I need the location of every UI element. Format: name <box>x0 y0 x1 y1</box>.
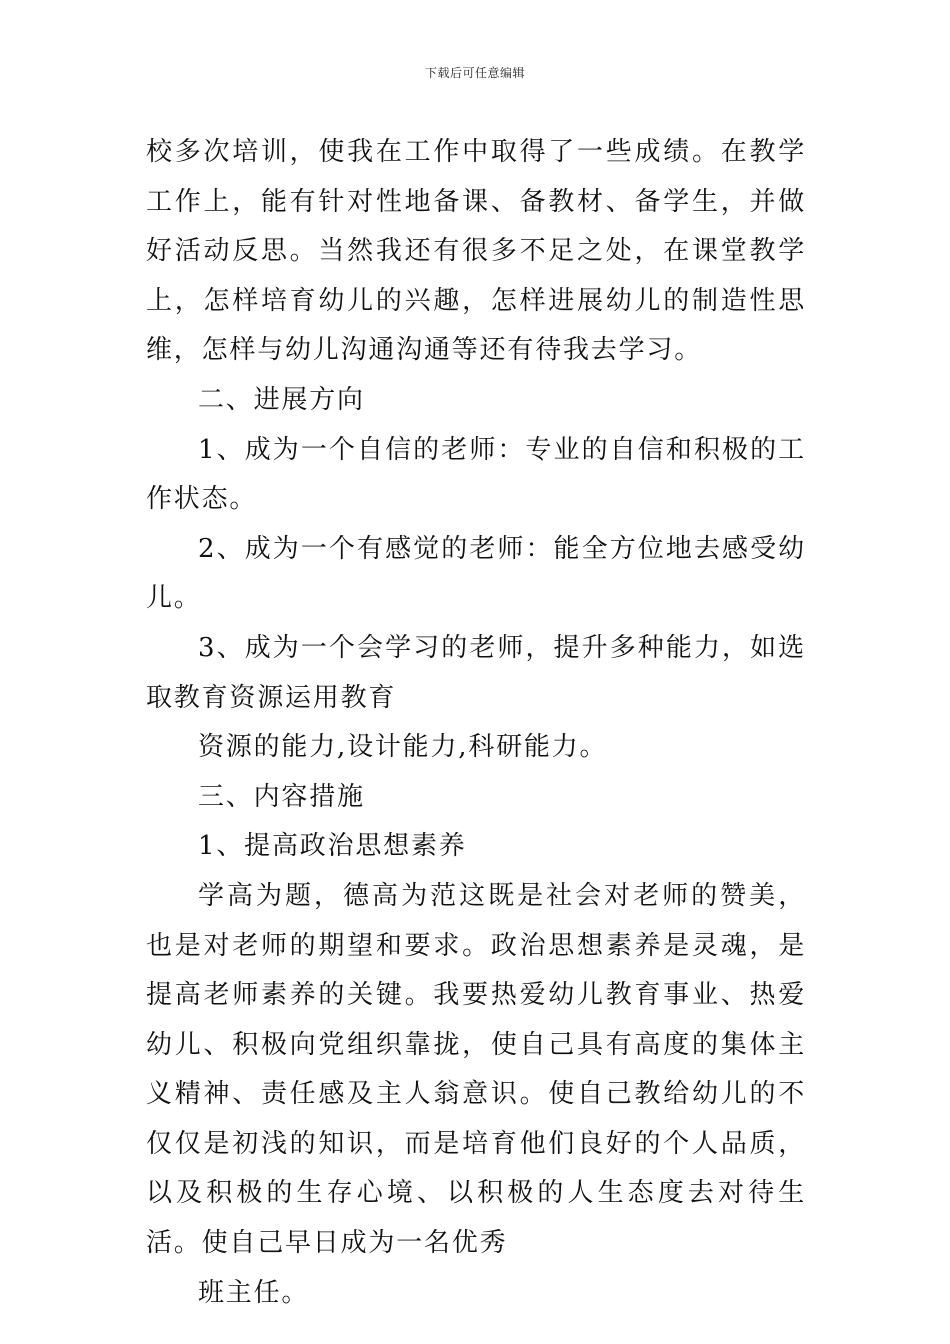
list-item-learning-teacher: 3、成为一个会学习的老师，提升多种能力，如选取教育资源运用教育 <box>146 632 806 713</box>
document-body <box>146 128 806 1318</box>
list-item-confident-teacher: 1、成为一个自信的老师：专业的自信和积极的工作状态。 <box>146 434 806 515</box>
paragraph-class-teacher: 班主任。 <box>198 1277 310 1308</box>
section-heading-measures: 三、内容措施 <box>198 781 365 812</box>
paragraph-achievements: 校多次培训，使我在工作中取得了一些成绩。在教学工作上，能有针对性地备课、备教材、备学生，并做好活动反思。当然我还有很多不足之处，在课堂教学上，怎样培育幼儿的兴趣，怎样进展幼儿的制造性思维，怎样与幼儿沟通沟通等还有待我去学习。 <box>146 137 806 366</box>
list-item-perceptive-teacher: 2、成为一个有感觉的老师：能全方位地去感受幼儿。 <box>146 533 806 614</box>
page-header: 下载后可任意编辑 <box>424 66 525 80</box>
section-heading-direction: 二、进展方向 <box>198 384 365 415</box>
subheading-political-quality: 1、提高政治思想素养 <box>198 831 467 862</box>
paragraph-abilities: 资源的能力,设计能力,科研能力。 <box>198 732 608 763</box>
paragraph-political-quality: 学高为题，德高为范这既是社会对老师的赞美，也是对老师的期望和要求。政治思想素养是灵魂，是提高老师素养的关键。我要热爱幼儿教育事业、热爱幼儿、积极向党组织靠拢，使自己具有高度的集体主义精神、责任感及主人翁意识。使自己教给幼儿的不仅仅是初浅的知识，而是培育他们良好的个人品质，以及积极的生存心境、以积极的人生态度去对待生活。使自己早日成为一名优秀 <box>146 880 806 1259</box>
